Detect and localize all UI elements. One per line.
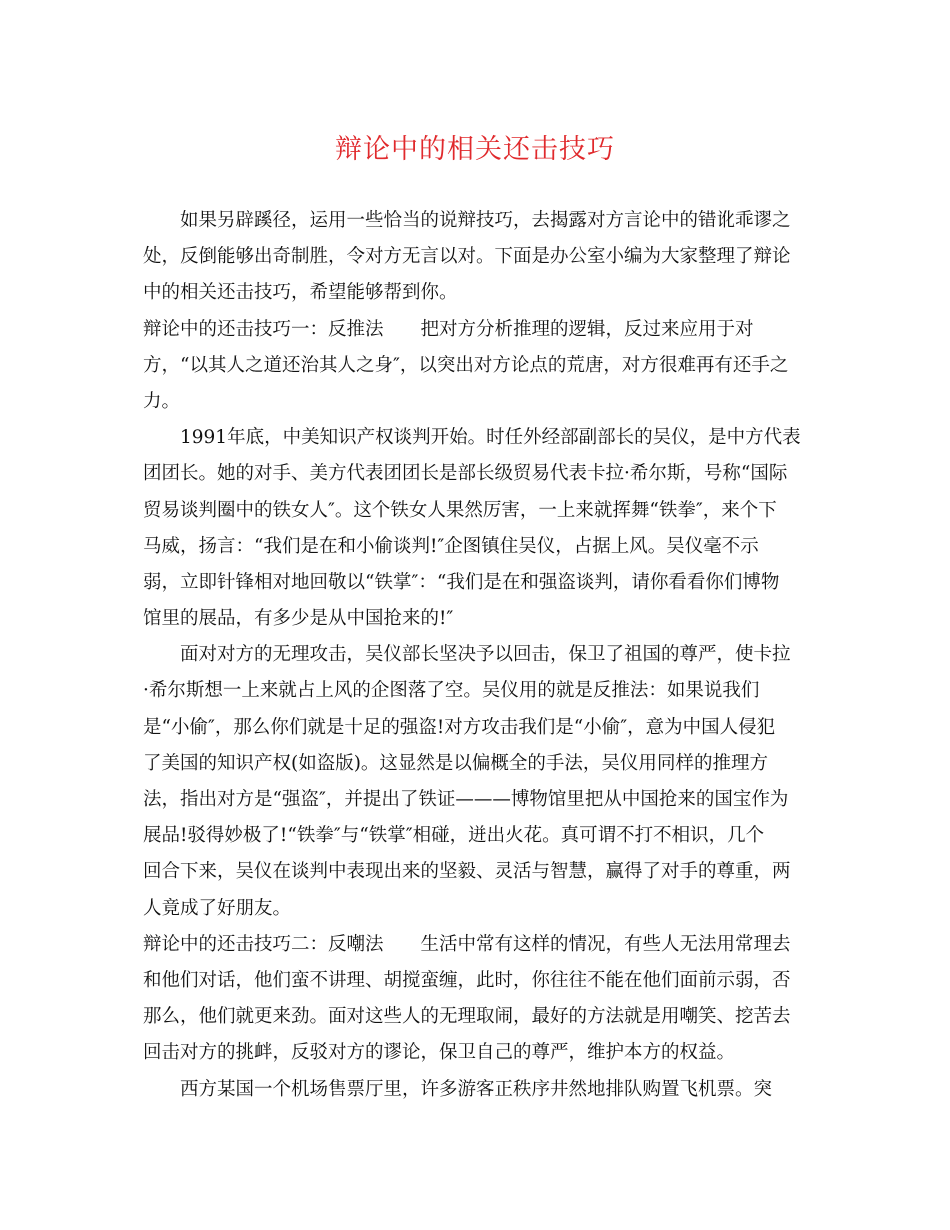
text-line: 展品!驳得妙极了!“铁拳″与“铁掌″相碰，迸出火花。真可谓不打不相识，几个 bbox=[143, 825, 765, 847]
text-line: 法，指出对方是“强盗″，并提出了铁证———博物馆里把从中国抢来的国宝作为 bbox=[143, 789, 789, 810]
text-line: 力。 bbox=[143, 390, 181, 412]
document-body bbox=[143, 203, 808, 1108]
text-line: 如果另辟蹊径，运用一些恰当的说辩技巧，去揭露对方言论中的错讹乖谬之 bbox=[180, 210, 791, 231]
text-line: 回击对方的挑衅，反驳对方的谬论，保卫自己的尊严，维护本方的权益。 bbox=[143, 1042, 736, 1064]
text-line: 是“小偷″，那么你们就是十足的强盗!对方攻击我们是“小偷″，意为中国人侵犯 bbox=[143, 716, 776, 738]
text-line: 馆里的展品，有多少是从中国抢来的!″ bbox=[143, 608, 454, 630]
text-line: ·希尔斯想一上来就占上风的企图落了空。吴仪用的就是反推法：如果说我们 bbox=[143, 680, 760, 702]
text-line: 1991年底，中美知识产权谈判开始。时任外经部副部长的吴仪，是中方代表 bbox=[180, 427, 801, 449]
text-line: 了美国的知识产权(如盗版)。这显然是以偏概全的手法，吴仪用同样的推理方 bbox=[143, 752, 768, 774]
text-line: 那么，他们就更来劲。面对这些人的无理取闹，最好的方法就是用嘲笑、挖苦去 bbox=[143, 1006, 791, 1028]
page-title: 辩论中的相关还击技巧 bbox=[335, 134, 615, 165]
text-line: 贸易谈判圈中的铁女人″。这个铁女人果然厉害，一上来就挥舞“铁拳″，来个下 bbox=[143, 499, 777, 521]
text-line: 团团长。她的对手、美方代表团团长是部长级贸易代表卡拉·希尔斯，号称“国际 bbox=[143, 463, 788, 485]
text-line: 西方某国一个机场售票厅里，许多游客正秩序井然地排队购置飞机票。突 bbox=[180, 1078, 773, 1100]
text-line: 和他们对话，他们蛮不讲理、胡搅蛮缠，此时，你往往不能在他们面前示弱，否 bbox=[143, 969, 791, 991]
text-line: 中的相关还击技巧，希望能够帮到你。 bbox=[143, 282, 458, 304]
text-line: 弱，立即针锋相对地回敬以“铁掌″：“我们是在和强盗谈判，请你看看你们博物 bbox=[143, 571, 780, 593]
text-line: 辩论中的还击技巧二：反嘲法 生活中常有这样的情况，有些人无法用常理去 bbox=[143, 933, 791, 955]
text-line: 面对对方的无理攻击，吴仪部长坚决予以回击，保卫了祖国的尊严，使卡拉 bbox=[180, 644, 791, 666]
text-line: 处，反倒能够出奇制胜，令对方无言以对。下面是办公室小编为大家整理了辩论 bbox=[143, 246, 791, 268]
text-line: 方，“以其人之道还治其人之身″，以突出对方论点的荒唐，对方很难再有还手之 bbox=[143, 354, 789, 376]
text-line: 回合下来，吴仪在谈判中表现出来的坚毅、灵活与智慧，赢得了对手的尊重，两 bbox=[143, 861, 791, 883]
text-line: 人竟成了好朋友。 bbox=[143, 897, 292, 919]
text-line: 马威，扬言：“我们是在和小偷谈判!″企图镇住吴仪，占据上风。吴仪毫不示 bbox=[143, 535, 759, 557]
text-line: 辩论中的还击技巧一：反推法 把对方分析推理的逻辑，反过来应用于对 bbox=[143, 318, 754, 340]
